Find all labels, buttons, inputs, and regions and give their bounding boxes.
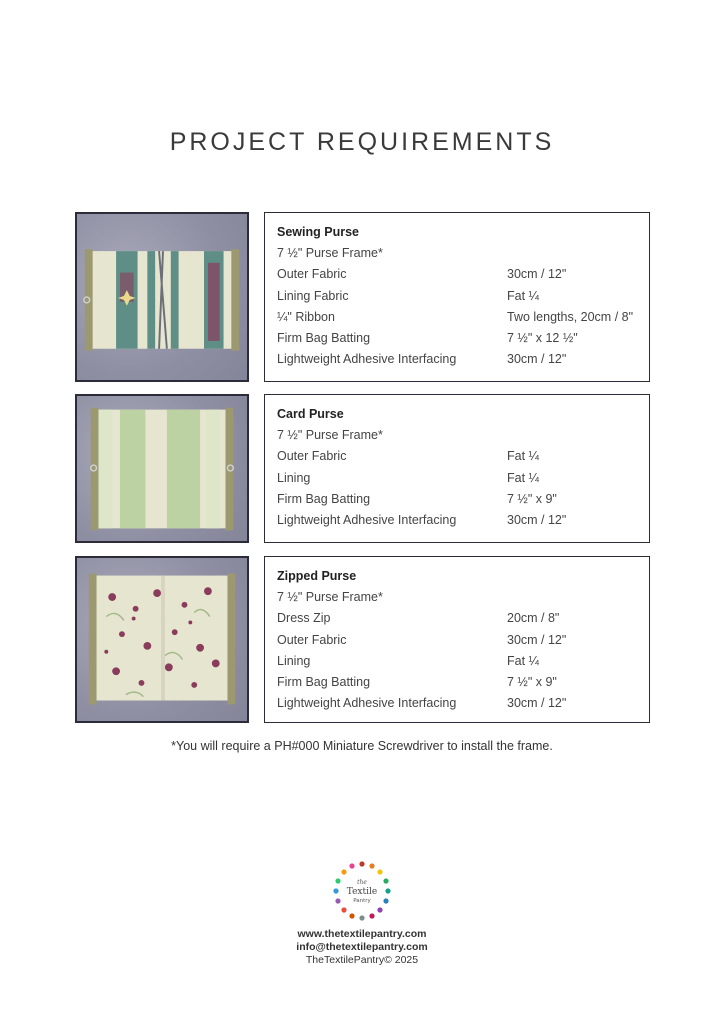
requirement-item: Lightweight Adhesive Interfacing (277, 513, 457, 528)
website-link[interactable]: www.thetextilepantry.com (297, 928, 427, 940)
requirement-qty: 30cm / 12" (507, 513, 567, 528)
copyright-text: TheTextilePantry© 2025 (305, 954, 419, 966)
requirement-item: Dress Zip (277, 611, 331, 626)
requirement-qty: 30cm / 12" (507, 267, 567, 282)
requirement-item: Firm Bag Batting (277, 675, 371, 690)
sewing-purse-photo (75, 212, 249, 382)
requirement-row (277, 349, 649, 370)
requirement-row (277, 264, 649, 285)
requirement-item: Lining (277, 470, 311, 485)
section-title: Zipped Purse (277, 569, 357, 583)
requirement-row (277, 446, 649, 467)
requirement-qty: 7 ½" x 12 ½" (507, 331, 578, 346)
requirement-row (277, 651, 649, 672)
requirement-qty: Fat ¼ (507, 653, 539, 668)
requirement-row (277, 693, 649, 714)
requirement-item: Lining Fabric (277, 288, 349, 303)
requirement-qty: 20cm / 8" (507, 611, 560, 626)
requirement-row (277, 672, 649, 693)
requirement-qty: 30cm / 12" (507, 696, 567, 711)
section-title: Sewing Purse (277, 225, 359, 239)
requirement-row (277, 630, 649, 651)
section-card-purse (75, 394, 650, 543)
requirement-row (277, 510, 649, 531)
zipped-purse-requirements (264, 556, 650, 723)
requirement-row (277, 468, 649, 489)
section-zipped-purse (75, 556, 650, 723)
requirement-item: ¼" Ribbon (277, 309, 335, 324)
requirement-qty: 7 ½" x 9" (507, 491, 557, 506)
requirement-item: Outer Fabric (277, 267, 347, 282)
page-title: PROJECT REQUIREMENTS (169, 128, 555, 156)
logo-line-2: Textile (346, 887, 378, 897)
card-purse-requirements (264, 394, 650, 543)
requirement-item: Firm Bag Batting (277, 491, 371, 506)
section-title: Card Purse (277, 407, 344, 421)
requirement-qty: 30cm / 12" (507, 352, 567, 367)
requirement-item: Outer Fabric (277, 449, 347, 464)
logo-line-3: Pantry (353, 898, 371, 904)
requirement-item: Outer Fabric (277, 632, 347, 647)
requirement-qty: Fat ¼ (507, 449, 539, 464)
frame-requirement: 7 ½" Purse Frame* (277, 246, 383, 260)
requirement-qty: 30cm / 12" (507, 632, 567, 647)
section-sewing-purse (75, 212, 650, 382)
frame-requirement: 7 ½" Purse Frame* (277, 590, 383, 604)
requirement-qty: Fat ¼ (507, 470, 539, 485)
requirement-item: Lightweight Adhesive Interfacing (277, 352, 457, 367)
requirement-row (277, 286, 649, 307)
footer (0, 928, 724, 967)
screwdriver-footnote: *You will require a PH#000 Miniature Screwdriver to install the frame. (171, 739, 553, 753)
requirement-item: Lining (277, 653, 311, 668)
card-purse-photo (75, 394, 249, 543)
requirement-qty: 7 ½" x 9" (507, 675, 557, 690)
logo-line-1: the (357, 879, 367, 886)
requirement-qty: Two lengths, 20cm / 8" (507, 309, 634, 324)
email-link[interactable]: info@thetextilepantry.com (296, 941, 428, 953)
zipped-purse-photo (75, 556, 249, 723)
requirement-row (277, 489, 649, 510)
requirement-row (277, 608, 649, 629)
requirement-row (277, 307, 649, 328)
sewing-purse-requirements (264, 212, 650, 382)
requirement-item: Firm Bag Batting (277, 331, 371, 346)
textile-pantry-logo (331, 860, 393, 922)
requirement-row (277, 328, 649, 349)
frame-requirement: 7 ½" Purse Frame* (277, 428, 383, 442)
requirement-item: Lightweight Adhesive Interfacing (277, 696, 457, 711)
requirement-qty: Fat ¼ (507, 288, 539, 303)
